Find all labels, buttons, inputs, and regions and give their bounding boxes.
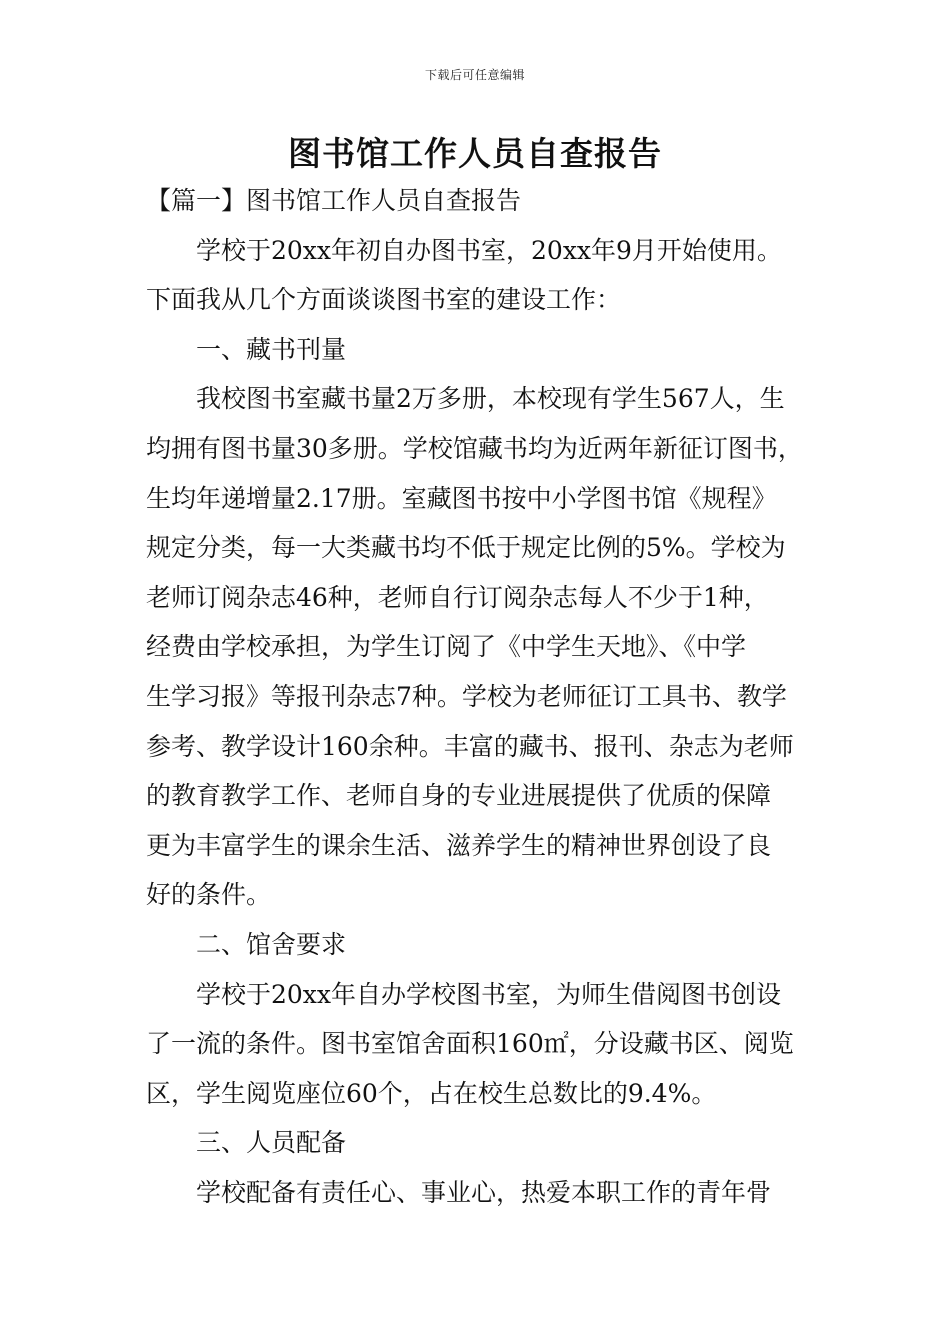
document-body (146, 176, 810, 1217)
body-text-line: 均拥有图书量30多册。学校馆藏书均为近两年新征订图书， (146, 433, 803, 463)
body-text-line: 我校图书室藏书量2万多册，本校现有学生567人，生 (196, 384, 785, 414)
body-text-line: 三、人员配备 (196, 1128, 347, 1158)
body-text-line: 参考、教学设计160余种。丰富的藏书、报刊、杂志为老师 (146, 731, 794, 761)
document-title: 图书馆工作人员自查报告 (288, 134, 662, 173)
body-text-line: 学校于20xx年初自办图书室，20xx年9月开始使用。 (196, 235, 782, 265)
body-text-line: 学校于20xx年自办学校图书室，为师生借阅图书创设 (196, 979, 782, 1009)
body-text-line: 二、馆舍要求 (196, 929, 347, 959)
body-text-line: 生学习报》等报刊杂志7种。学校为老师征订工具书、教学 (146, 681, 787, 711)
body-text-line: 更为丰富学生的课余生活、滋养学生的精神世界创设了良 (146, 830, 772, 860)
body-text-line: 学校配备有责任心、事业心，热爱本职工作的青年骨 (196, 1177, 772, 1207)
body-text-line: 好的条件。 (146, 880, 272, 910)
body-text-line: 规定分类，每一大类藏书均不低于规定比例的5%。学校为 (146, 533, 786, 563)
body-text-line: 生均年递增量2.17册。室藏图书按中小学图书馆《规程》 (146, 483, 777, 513)
body-text-line: 下面我从几个方面谈谈图书室的建设工作： (146, 285, 622, 315)
body-text-line: 区，学生阅览座位60个，占在校生总数比的9.4%。 (146, 1078, 717, 1108)
section-heading: 【篇一】图书馆工作人员自查报告 (146, 186, 522, 215)
body-text-line: 了一流的条件。图书室馆舍面积160㎡，分设藏书区、阅览 (146, 1029, 794, 1059)
body-text-line: 的教育教学工作、老师自身的专业进展提供了优质的保障 (146, 781, 772, 811)
body-text-line: 一、藏书刊量 (196, 334, 347, 364)
body-text-line: 老师订阅杂志46种，老师自行订阅杂志每人不少于1种， (146, 582, 769, 612)
body-text-line: 经费由学校承担，为学生订阅了《中学生天地》、《中学 (146, 632, 747, 662)
header-note: 下载后可任意编辑 (424, 68, 525, 82)
